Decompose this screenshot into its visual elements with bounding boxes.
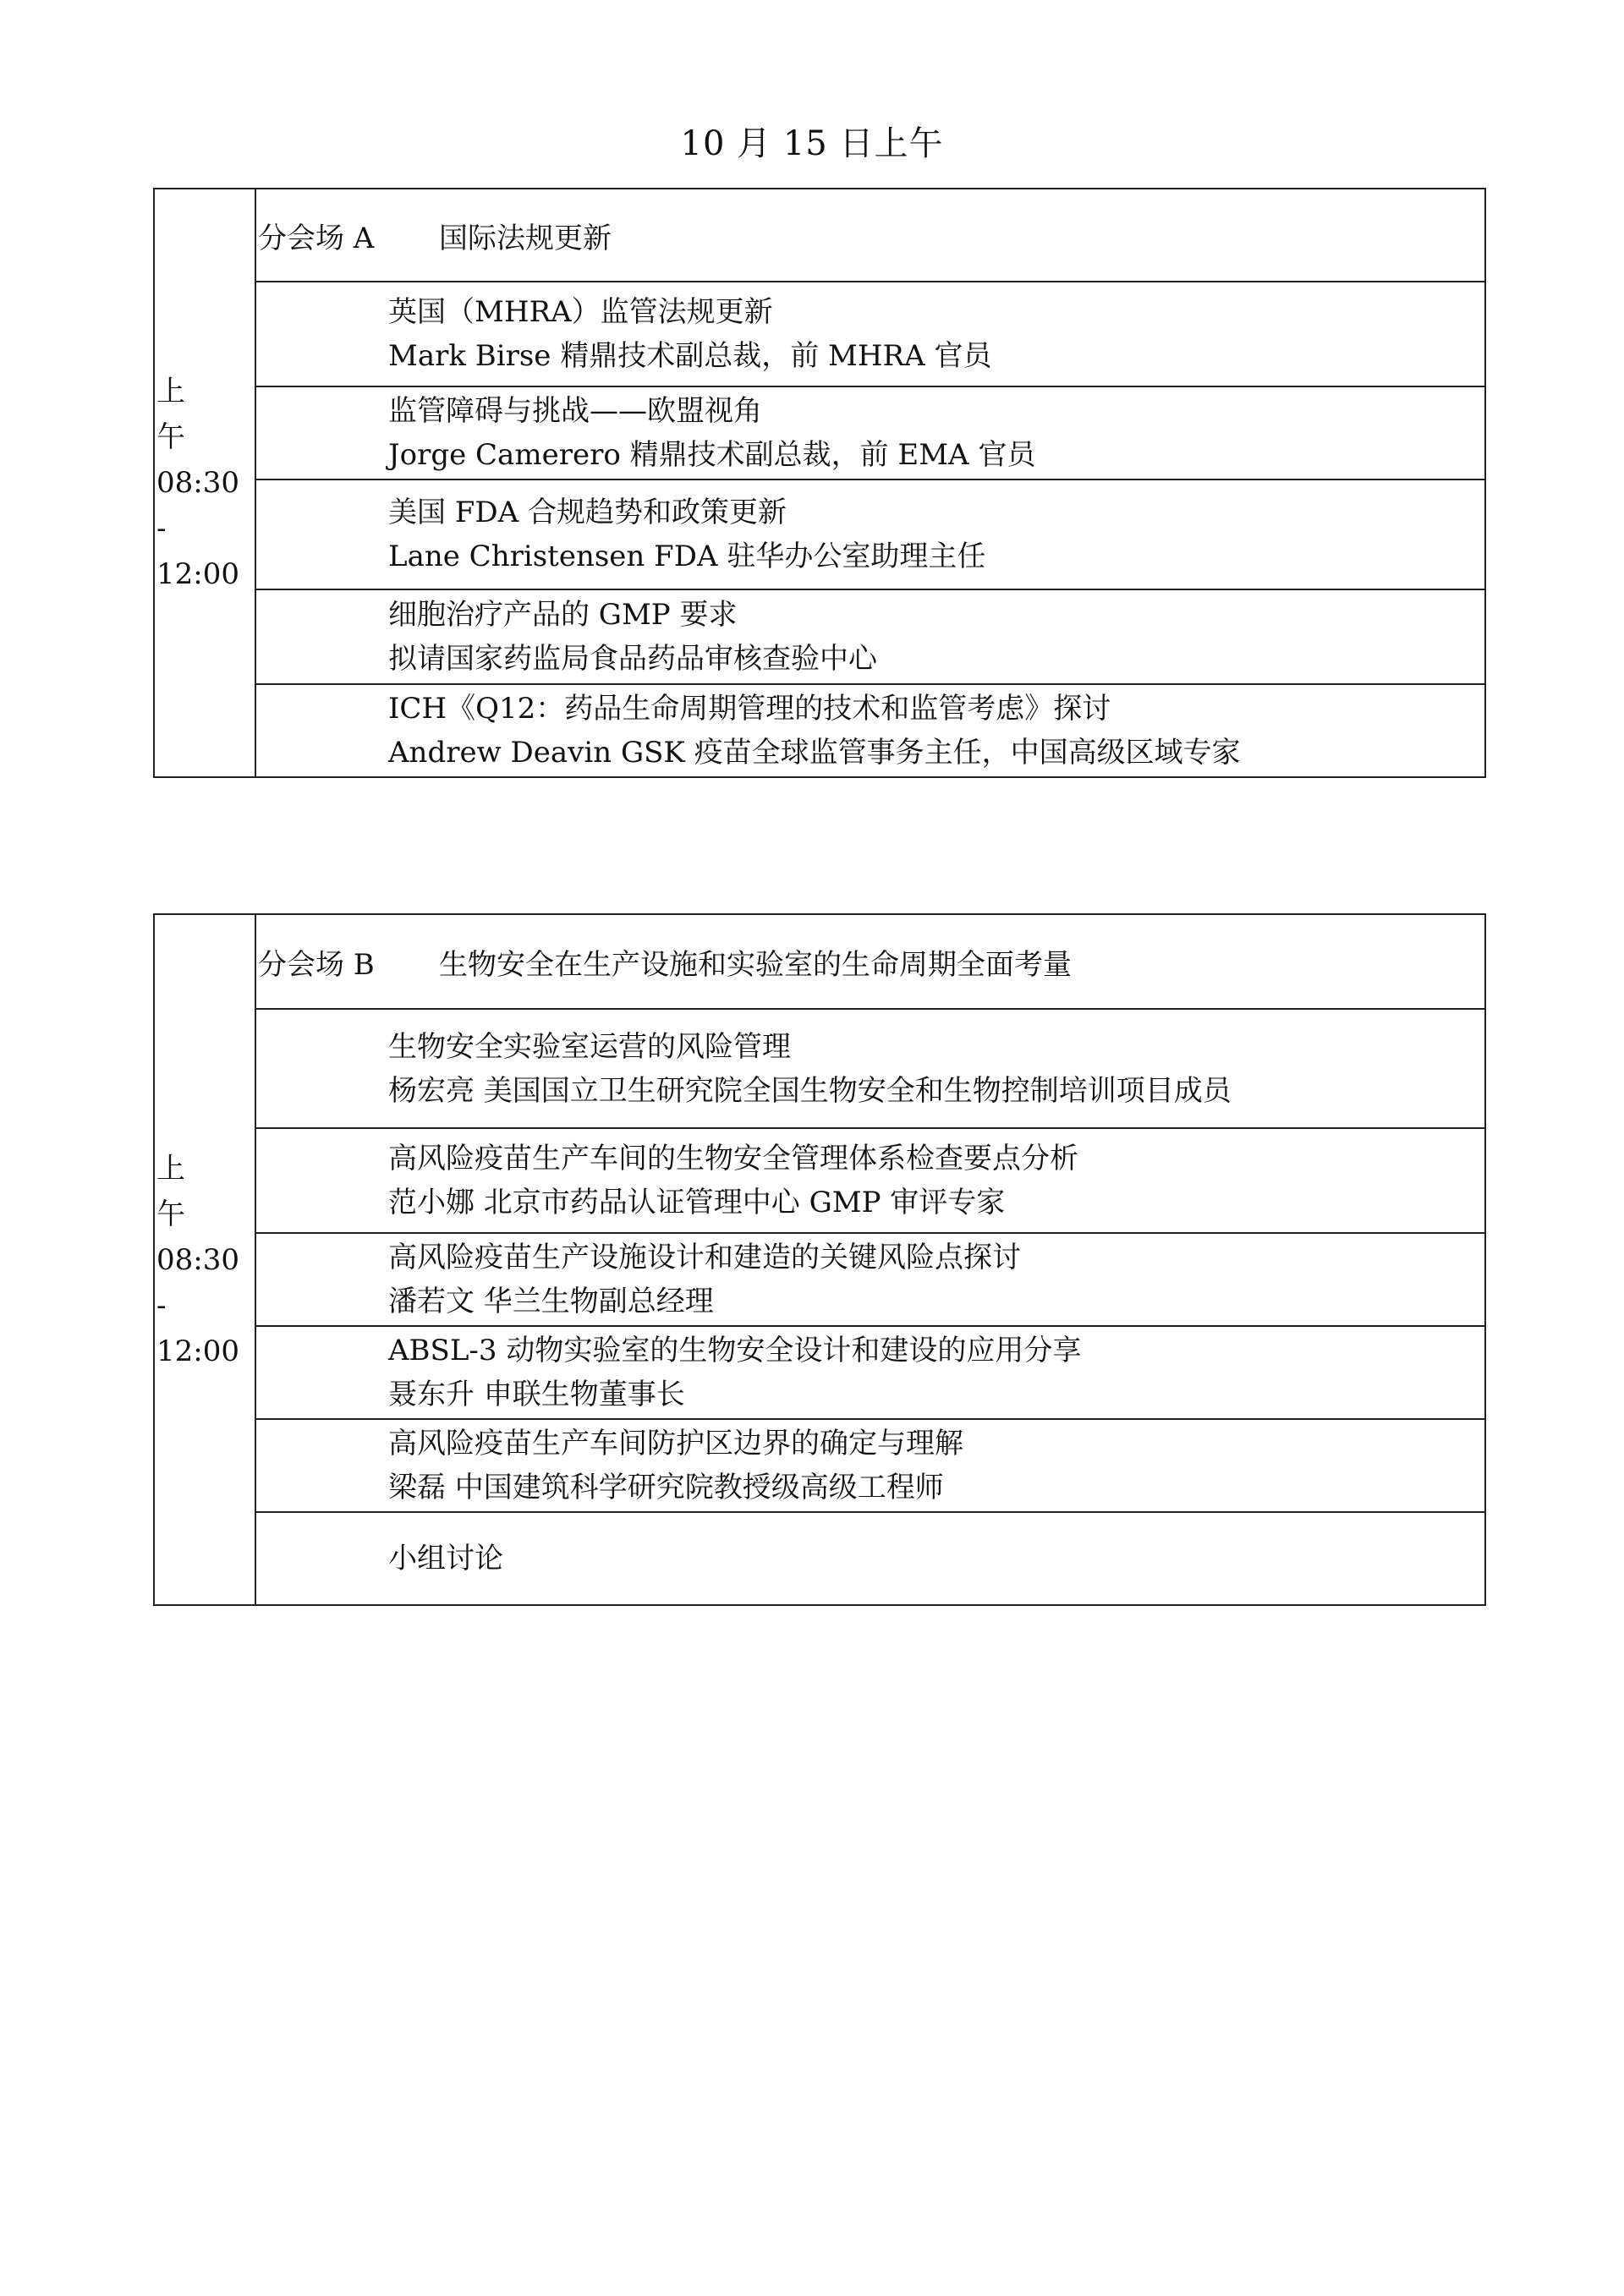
talk-cell	[255, 1419, 1485, 1512]
talk-cell	[255, 479, 1485, 589]
talk-cell	[255, 1009, 1485, 1128]
talk-cell	[255, 1512, 1485, 1605]
talk-row	[154, 1419, 1485, 1512]
talk-row	[154, 1128, 1485, 1233]
talk-title: 英国（MHRA）监管法规更新	[388, 295, 773, 329]
session-header	[255, 189, 1485, 282]
talk-cell	[255, 589, 1485, 684]
talk-row	[154, 1512, 1485, 1605]
talk-speaker: Lane Christensen FDA 驻华办公室助理主任	[388, 540, 986, 573]
talk-speaker: 拟请国家药监局食品药品审核查验中心	[388, 642, 877, 676]
session-table-b	[153, 913, 1486, 1606]
talk-speaker: 梁磊 中国建筑科学研究院教授级高级工程师	[388, 1471, 944, 1504]
talk-cell	[255, 1326, 1485, 1419]
talk-title: 美国 FDA 合规趋势和政策更新	[388, 496, 787, 529]
talk-speaker: Jorge Camerero 精鼎技术副总裁，前 EMA 官员	[388, 438, 1036, 472]
session-table-a	[153, 188, 1486, 778]
time-cell	[154, 914, 255, 1605]
session-title: 生物安全在生产设施和实验室的生命周期全面考量	[439, 947, 1072, 982]
talk-title: ABSL-3 动物实验室的生物安全设计和建设的应用分享	[388, 1334, 1082, 1367]
session-header-row	[154, 189, 1485, 282]
session-header-row	[154, 914, 1485, 1009]
session-header	[255, 914, 1485, 1009]
talk-row	[154, 1233, 1485, 1326]
talk-row	[154, 1326, 1485, 1419]
talk-title: 监管障碍与挑战——欧盟视角	[388, 394, 762, 428]
talk-cell	[255, 684, 1485, 777]
time-range-start: 08:30 -	[156, 466, 239, 545]
talk-row	[154, 386, 1485, 479]
talk-speaker: 潘若文 华兰生物副总经理	[388, 1285, 714, 1318]
talk-row	[154, 479, 1485, 589]
time-range-end: 12:00	[156, 557, 239, 591]
talk-title: 高风险疫苗生产设施设计和建造的关键风险点探讨	[388, 1241, 1021, 1274]
talk-title: 细胞治疗产品的 GMP 要求	[388, 598, 738, 632]
talk-speaker: 杨宏亮 美国国立卫生研究院全国生物安全和生物控制培训项目成员	[388, 1073, 1232, 1108]
talk-row	[154, 282, 1485, 386]
talk-title: 生物安全实验室运营的风险管理	[388, 1029, 791, 1064]
time-range-end: 12:00	[156, 1334, 239, 1368]
talk-cell	[255, 1233, 1485, 1326]
session-code: 分会场 B	[258, 947, 375, 982]
session-code: 分会场 A	[258, 221, 375, 255]
talk-speaker: 范小娜 北京市药品认证管理中心 GMP 审评专家	[388, 1186, 1006, 1219]
talk-title: ICH《Q12：药品生命周期管理的技术和监管考虑》探讨	[388, 692, 1111, 726]
talk-cell	[255, 1128, 1485, 1233]
talk-title: 高风险疫苗生产车间防护区边界的确定与理解	[388, 1427, 963, 1460]
time-label: 上 午	[156, 1151, 197, 1231]
talk-cell	[255, 282, 1485, 386]
talk-title: 小组讨论	[388, 1542, 503, 1575]
time-cell	[154, 189, 255, 777]
talk-speaker: Mark Birse 精鼎技术副总裁，前 MHRA 官员	[388, 339, 992, 373]
talk-speaker: Andrew Deavin GSK 疫苗全球监管事务主任，中国高级区域专家	[388, 736, 1241, 770]
session-title: 国际法规更新	[439, 221, 612, 255]
talk-cell	[255, 386, 1485, 479]
talk-row	[154, 684, 1485, 777]
time-label: 上 午	[156, 375, 197, 454]
talk-row	[154, 589, 1485, 684]
talk-title: 高风险疫苗生产车间的生物安全管理体系检查要点分析	[388, 1142, 1078, 1175]
talk-row	[154, 1009, 1485, 1128]
talk-speaker: 聂东升 申联生物董事长	[388, 1378, 685, 1411]
page-title: 10 月 15 日上午	[680, 124, 944, 163]
time-range-start: 08:30 -	[156, 1242, 239, 1323]
